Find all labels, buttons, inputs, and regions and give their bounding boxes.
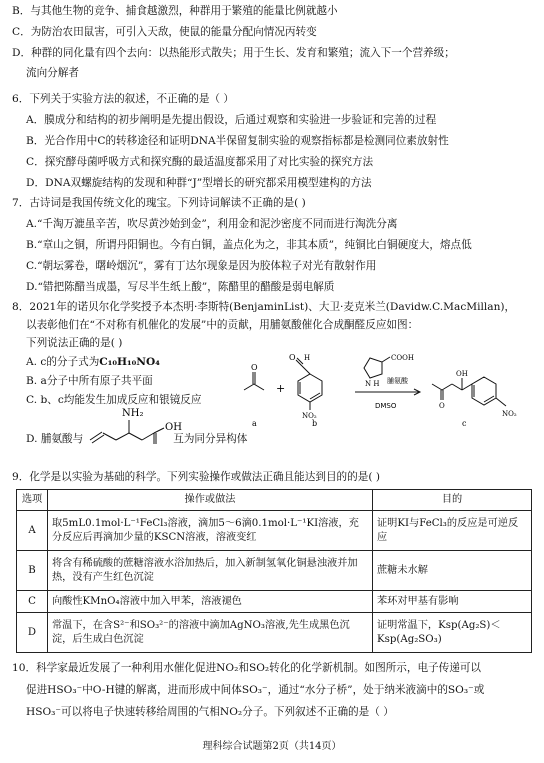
svg-text:NO₂: NO₂ [502, 410, 517, 418]
row-goal: 证明常温下，Ksp(Ag₂S)＜Ksp(Ag₂SO₃) [373, 613, 532, 653]
svg-text:OH: OH [456, 370, 468, 378]
page-footer: 理科综合试题第2页（共14页） [202, 741, 342, 752]
row-operation: 向酸性KMnO₄溶液中加入甲苯，溶液褪色 [48, 591, 373, 613]
q8-option-c: C. b、c均能发生加成反应和银镜反应 [26, 394, 202, 406]
q7-option-a: A.“千淘万漉虽辛苦，吹尽黄沙始到金”，利用金和泥沙密度不同而进行淘洗分离 [26, 218, 398, 230]
row-option: D [17, 613, 48, 653]
proline-catalyst [364, 354, 414, 388]
svg-text:+: + [276, 382, 286, 395]
oh-label: OH [165, 422, 182, 433]
svg-text:O: O [439, 402, 445, 410]
reaction-scheme [240, 352, 540, 432]
svg-text:c: c [462, 419, 467, 428]
row-goal: 证明KI与FeCl₃的反应是可逆反应 [373, 511, 532, 551]
q8-stem-1: 8．2021年的诺贝尔化学奖授予本杰明·李斯特(BenjaminList)、大卫·麦克米兰(Davidw.C.MacMillan)， [12, 301, 516, 313]
svg-text:NO₂: NO₂ [302, 412, 317, 420]
compound-b [289, 353, 322, 428]
q6-option-b: B．光合作用中C的转移途径和证明DNA半保留复制实验的观察指标都是检测同位素放射性 [26, 135, 449, 147]
q5-option-c: C．为防治农田鼠害，可引入天敌，使鼠的能量分配向情况丙转变 [12, 26, 317, 38]
nh2-label: NH₂ [122, 408, 144, 419]
q8-stem-3: 下列说法正确的是( ) [26, 337, 123, 349]
compound-c [432, 370, 517, 428]
q10-line-3: HSO₃⁻可以将电子快速转移给周围的气相NO₂分子。下列叙述不正确的是（ ） [26, 706, 394, 718]
q6-option-c: C．探究酵母菌呼吸方式和探究酶的最适温度都采用了对比实验的探究方法 [26, 156, 374, 168]
row-option: C [17, 591, 48, 613]
table-row [17, 613, 532, 653]
row-goal: 蔗糖未水解 [373, 551, 532, 591]
q7-option-b: B.“章山之铜，所谓丹阳铜也。今有白铜，盖点化为之，非其本质”，纯铜比白铜硬度大，熔点低 [26, 239, 472, 251]
compound-a [244, 363, 264, 428]
option-d-structure [88, 406, 188, 448]
q8-stem-2: 以表彰他们在“不对称有机催化的发展”中的贡献，用脯氨酸催化合成酮醛反应如图： [26, 319, 419, 331]
svg-text:H: H [304, 354, 311, 362]
row-goal: 苯环对甲基有影响 [373, 591, 532, 613]
svg-text:脯氨酸: 脯氨酸 [387, 377, 408, 385]
q10-line-1: 10．科学家最近发展了一种利用水催化促进NO₂和SO₂转化的化学新机制。如图所示，电子传递可以 [12, 662, 482, 674]
svg-text:O: O [289, 353, 296, 362]
q6-option-a: A．膜成分和结构的初步阐明是先提出假设，后通过观察和实验进一步验证和完善的过程 [26, 114, 437, 126]
svg-text:DMSO: DMSO [375, 402, 397, 410]
table-row [17, 511, 532, 551]
q7-stem: 7．古诗词是我国传统文化的瑰宝。下列诗词解读不正确的是( ) [12, 197, 306, 209]
row-operation: 取5mL0.1mol·L⁻¹FeCl₃溶液，滴加5～6滴0.1mol·L⁻¹KI溶液，充分反应后再滴加少量的KSCN溶液，溶液变红 [48, 511, 373, 551]
q5-option-d: D．种群的同化量有四个去向：以热能形式散失；用于生长、发育和繁殖；流入下一个营养级； [12, 47, 455, 59]
q8-option-a: A. c的分子式为C₁₀H₁₀NO₄ [26, 356, 160, 368]
header-goal: 目的 [373, 490, 532, 511]
q7-option-d: D.“错把陈醋当成墨，写尽半生纸上酸”，陈醋里的醋酸是弱电解质 [26, 281, 335, 293]
svg-text:N H: N H [365, 380, 380, 388]
svg-text:COOH: COOH [391, 354, 414, 362]
table-row [17, 551, 532, 591]
q5-option-b: B．与其他生物的竞争、捕食越激烈，种群用于繁殖的能量比例就越小 [12, 5, 338, 17]
q9-table [16, 489, 532, 653]
row-operation: 将含有稀硫酸的蔗糖溶液水浴加热后，加入新制氢氧化铜悬浊液并加热，没有产生红色沉淀 [48, 551, 373, 591]
svg-text:b: b [312, 419, 318, 428]
header-operation: 操作或做法 [48, 490, 373, 511]
row-operation: 常温下，在含S²⁻和SO₃²⁻的溶液中滴加AgNO₃溶液,先生成黑色沉淀，后生成白色沉淀 [48, 613, 373, 653]
svg-text:O: O [251, 363, 258, 372]
header-option: 选项 [17, 490, 48, 511]
q10-line-2: 促进HSO₃⁻中O-H键的解离，进而形成中间体SO₃⁻，通过“水分子桥”，处于纳米液滴中的SO₃⁻或 [26, 684, 485, 696]
row-option: A [17, 511, 48, 551]
q9-stem: 9．化学是以实验为基础的科学。下列实验操作或做法正确且能达到目的的是( ) [12, 471, 380, 483]
q8-option-d: D. 脯氨酸与 互为同分异构体 [26, 433, 248, 445]
svg-text:a: a [252, 419, 257, 428]
q6-option-d: D．DNA双螺旋结构的发现和种群“J”型增长的研究都采用模型建构的方法 [26, 177, 372, 189]
q5-option-d-cont: 流向分解者 [26, 67, 79, 79]
table-row [17, 591, 532, 613]
q7-option-c: C.“朝坛雾卷，曙岭烟沉”，雾有丁达尔现象是因为胶体粒子对光有散射作用 [26, 260, 377, 272]
q8-option-b: B. a分子中所有原子共平面 [26, 375, 153, 387]
table-header [17, 490, 532, 511]
q6-stem: 6．下列关于实验方法的叙述，不正确的是（ ） [12, 93, 234, 105]
row-option: B [17, 551, 48, 591]
